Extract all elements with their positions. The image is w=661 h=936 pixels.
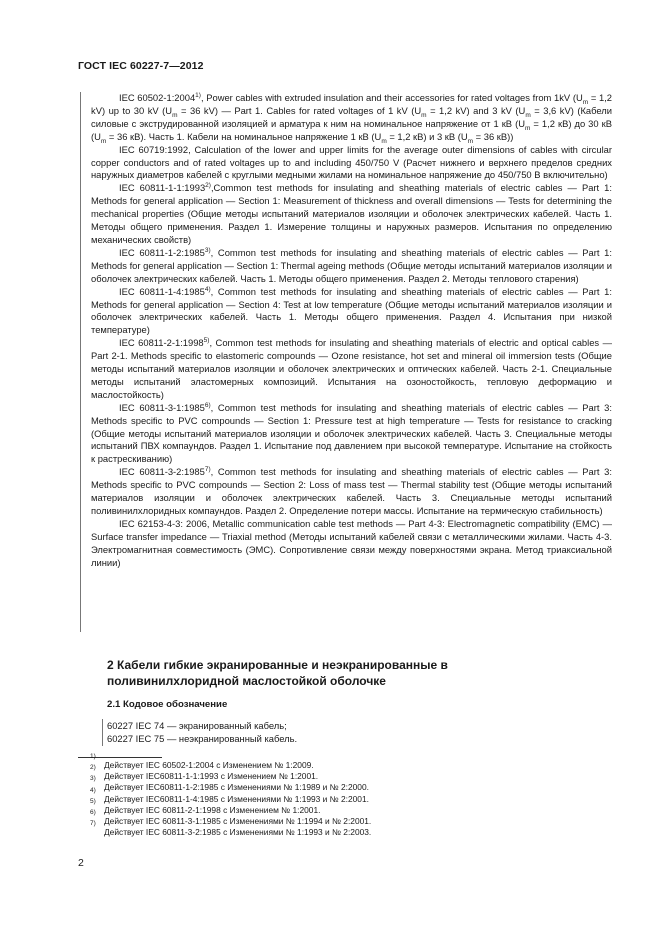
revision-bar [80, 92, 81, 632]
normative-references [91, 92, 612, 570]
reference-item: IEC 62153-4-3: 2006, Metallic communication cable test methods — Part 4-3: Electromagnetic compatibility (EMC) — Surface transfer impedance — Triaxial method (Методы испытаний кабелей связи с металлическими жилами. Часть 4-3. Электромагнитная совместимость (ЭМС). Сопротивление связи между поверхностями экрана. Метод триаксиальной линии) [91, 517, 612, 568]
code-item: 60227 IEC 74 — экранированный кабель; [107, 720, 287, 731]
reference-item: IEC 60502-1:2004$^{1)}$, Power cables with extruded insulation and their accessories for rated voltages from 1kV ($U_m = 1,2$ kV) up to 30 kV ($U_m = 36$ kV) — Part 1. Cables for rated voltages of 1 kV ($U_m = 1,2$ kV) and 3 kV ($U_m = 3,6$ kV) (Кабели силовые с экструдированной изоляцией и арматура к ним на номинальное напряжение от 1 кВ ($U_m = 1,2$ кВ) до 30 кВ ($U_m = 36$ кВ). Часть 1. Кабели на номинальное напряжение 1 кВ ($U_m = 1,2$ кВ) и 3 кВ ($U_m = 36$ кВ)) [91, 91, 612, 145]
code-list [107, 719, 297, 745]
reference-item: IEC 60811-2-1:1998$^{5)}$, Common test methods for insulating and sheathing materials of electric and optical cables — Part 2-1. Methods specific to elastomeric compounds — Ozone resistance, hot set and mineral oil immersion tests (Общие методы испытаний материалов изоляции и оболочек электрических и оптических кабелей. Часть 2-1. Специальные методы испытаний эластомерных композиций. Испытания на озоностойкость, тепловую деформацию и маслостойкость) [91, 337, 612, 400]
reference-item: IEC 60811-1-4:1985$^{4)}$, Common test methods for insulating and sheathing materials of electric cables — Part 1: Methods for general application — Section 4: Test at low temperature (Общие методы испытаний материалов изоляции и оболочек электрических кабелей. Часть 1. Методы общего применения. Раздел 4. Испытания при низкой температуре) [91, 285, 612, 336]
section-title: 2 Кабели гибкие экранированные и неэкранированные в поливинилхлоридной маслостойкой оболочке [107, 658, 448, 688]
reference-item: IEC 60719:1992, Calculation of the lower and upper limits for the average outer dimensions of cables with circular copper conductors and of rated voltages up to and including 450/750 V (Расчет нижнего и верхнего пределов средних наружных диаметров кабелей с круглыми медными жилами на номинальное напряжение до 450/750 В включительно) [91, 143, 613, 181]
footnote: 2) Действует IEC60811-1-1:1993 с Изменением № 1:2001. [90, 764, 319, 782]
footnote: 3) Действует IEC60811-1-2:1985 с Изменениями № 1:1989 и № 2:2000. [90, 775, 369, 793]
reference-item: IEC 60811-1-1:1993$^{2)}$,Common test methods for insulating and sheathing materials of electric cables — Part 1: Methods for general application — Section 1: Measurement of thickness and overall dimensions — Tests for determining the mechanical properties (Общие методы испытаний материалов изоляции и оболочек электрических кабелей. Часть 1. Методы общего применения. Раздел 1. Измерение толщины и наружных размеров. Испытания по определению механических свойств) [91, 182, 612, 245]
document-header: ГОСТ IEC 60227-7—2012 [78, 60, 204, 72]
footnote: 7) Действует IEC 60811-3-2:1985 с Изменениями № 1:1993 и № 2:2003. [90, 820, 372, 838]
footnote: 4) Действует IEC60811-1-4:1985 с Изменениями № 1:1993 и № 2:2001. [90, 786, 369, 804]
subsection-title: 2.1 Кодовое обозначение [107, 699, 228, 710]
footnote: Действует IEC 60502-1:2004 с Изменением № 1:2009. [104, 760, 314, 770]
footnote: 6) Действует IEC 60811-3-1:1985 с Изменениями № 1:1994 и № 2:2001. [90, 809, 372, 827]
footnote: 5) Действует IEC 60811-2-1:1998 с Изменением № 1:2001. [90, 797, 321, 815]
page-number: 2 [78, 857, 84, 869]
reference-item: IEC 60811-1-2:1985$^{3)}$, Common test methods for insulating and sheathing materials of electric cables — Part 1: Methods for general application — Section 1: Thermal ageing methods (Общие методы испытаний материалов изоляции и оболочек электрических кабелей. Часть 1. Методы общего применения. Раздел 2. Методы теплового старения) [91, 246, 612, 284]
reference-item: IEC 60811-3-2:1985$^{7)}$, Common test methods for insulating and sheathing materials of electric cables — Part 3: Methods specific to PVC compounds — Section 2: Loss of mass test — Thermal stability test (Общие методы испытаний материалов изоляции и оболочек электрических кабелей. Часть 3. Специальные методы испытаний поливинилхлоридных компаундов. Раздел 2. Определение потери массы. Испытание на термическую стабильность) [91, 466, 612, 516]
reference-item: IEC 60811-3-1:1985$^{6)}$, Common test methods for insulating and sheathing materials of electric cables — Part 3: Methods specific to PVC compounds — Section 1: Pressure test at high temperature — Tests for resistance to cracking (Общие методы испытаний материалов изоляции и оболочек электрических кабелей. Часть 3. Специальные методы испытаний ПВХ компаундов. Раздел 1. Испытание под давлением при высокой температуре. Испытание на стойкость к растрескиванию) [91, 401, 612, 465]
code-item: 60227 IEC 75 — неэкранированный кабель. [107, 733, 298, 744]
footnotes [90, 760, 372, 838]
revision-bar [102, 719, 103, 746]
